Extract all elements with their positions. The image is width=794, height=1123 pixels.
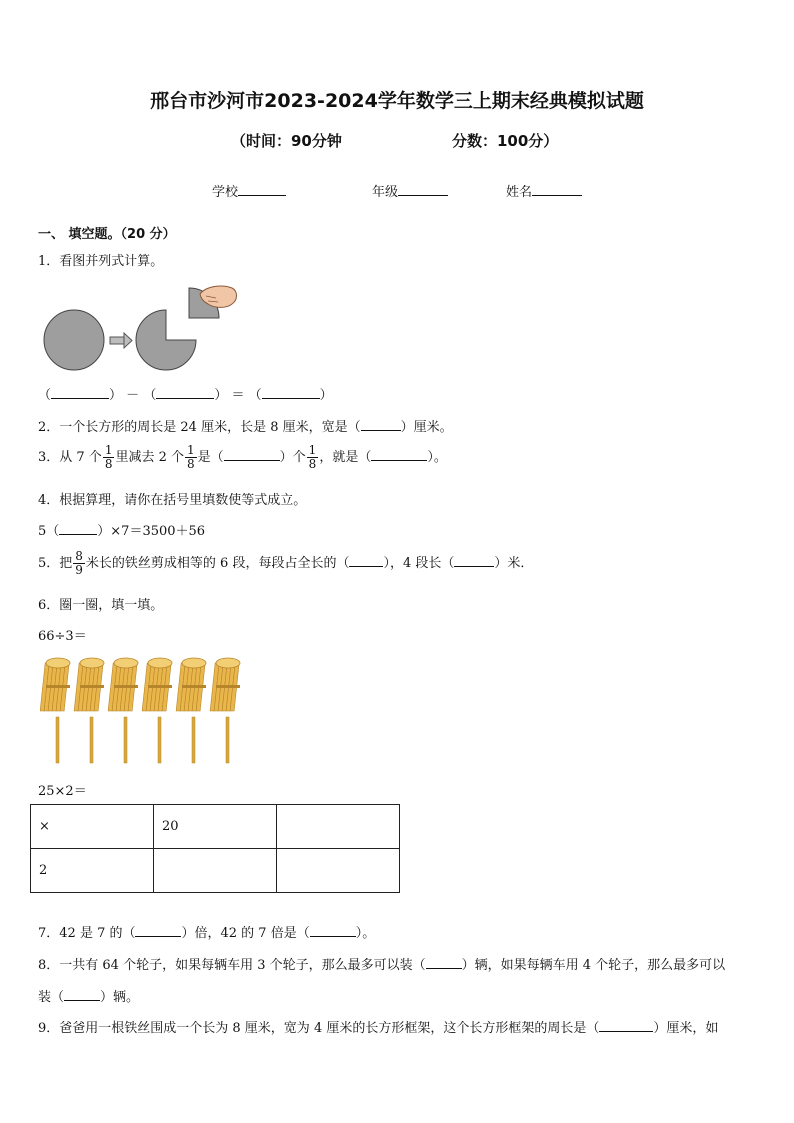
q8-blank-2[interactable] bbox=[64, 988, 100, 1001]
q9-blank[interactable] bbox=[599, 1019, 653, 1032]
grade-field bbox=[372, 181, 448, 200]
school-field bbox=[212, 181, 286, 200]
multiplication-table bbox=[30, 804, 400, 893]
single-stick bbox=[56, 717, 59, 763]
stick-bundle bbox=[176, 658, 206, 711]
q4-blank[interactable] bbox=[59, 522, 97, 535]
q8-blank-1[interactable] bbox=[426, 956, 462, 969]
stick-bundle bbox=[108, 658, 138, 711]
question-1: 1．看图并列式计算。 bbox=[38, 254, 164, 269]
page-title: 邢台市沙河市2023-2024学年数学三上期末经典模拟试题 bbox=[150, 90, 644, 112]
name-blank[interactable] bbox=[532, 183, 582, 196]
q6-equation-2: 25×2＝ bbox=[38, 784, 87, 799]
single-stick bbox=[192, 717, 195, 763]
q1-blank-1[interactable] bbox=[51, 386, 109, 399]
stick-bundle bbox=[40, 658, 70, 711]
exam-time: （时间：90分钟 bbox=[231, 132, 342, 150]
q7-blank-1[interactable] bbox=[135, 924, 181, 937]
fraction-1-8: $\frac{1}{8}$ bbox=[187, 443, 195, 471]
single-stick bbox=[124, 717, 127, 763]
q1-expression: （ ） － （ ） ＝ （ ） bbox=[38, 388, 333, 403]
q5-blank-2[interactable] bbox=[454, 554, 494, 567]
fraction-1-8: $\frac{1}{8}$ bbox=[308, 443, 317, 471]
stick-bundle bbox=[210, 658, 240, 711]
table-cell: 2 bbox=[31, 849, 154, 893]
table-cell: 20 bbox=[154, 805, 277, 849]
question-2: 2．一个长方形的周长是 24 厘米，长是 8 厘米，宽是（ ）厘米。 bbox=[38, 420, 453, 435]
full-circle bbox=[44, 310, 104, 370]
school-label: 学校 bbox=[212, 185, 239, 200]
single-stick bbox=[226, 717, 229, 763]
table-cell[interactable] bbox=[154, 849, 277, 893]
stick-bundle bbox=[142, 658, 172, 711]
grade-blank[interactable] bbox=[398, 183, 448, 196]
question-6: 6．圈一圈，填一填。 bbox=[38, 598, 164, 613]
question-7: 7．42 是 7 的（ ）倍，42 的 7 倍是（ ）。 bbox=[38, 926, 376, 941]
table-cell: × bbox=[31, 805, 154, 849]
question-5: 5．把 $\frac{8}{9}$ 米长的铁丝剪成相等的 6 段，每段占全长的（ ），4 段长（ ）米． bbox=[38, 549, 534, 577]
q1-blank-2[interactable] bbox=[156, 386, 214, 399]
q3-blank-1[interactable] bbox=[224, 448, 280, 461]
q2-blank[interactable] bbox=[361, 418, 401, 431]
circle-minus-quarter bbox=[136, 310, 196, 370]
single-stick bbox=[158, 717, 161, 763]
arrow-icon bbox=[110, 333, 132, 348]
table-cell[interactable] bbox=[277, 849, 400, 893]
question-8-cont: 装（ ）辆。 bbox=[38, 990, 140, 1005]
q6-equation-1: 66÷3＝ bbox=[38, 629, 87, 644]
exam-score: 分数：100分） bbox=[452, 132, 559, 150]
question-3: 3．从 7 个 $\frac{1}{8}$ 里减去 2 个 $\frac{1}{8}$ 是（ ）个 $\frac{1}{8}$ ，就是（ ）。 bbox=[38, 443, 447, 471]
q5-blank-1[interactable] bbox=[349, 554, 383, 567]
grade-label: 年级 bbox=[372, 185, 399, 200]
name-label: 姓名 bbox=[506, 185, 533, 200]
section-heading: 一、 填空题。（20 分） bbox=[38, 227, 176, 242]
table-cell[interactable] bbox=[277, 805, 400, 849]
q7-blank-2[interactable] bbox=[310, 924, 356, 937]
question-8: 8．一共有 64 个轮子，如果每辆车用 3 个轮子，那么最多可以装（ ）辆，如果每辆车用 4 个轮子，那么最多可以 bbox=[38, 958, 726, 973]
fraction-8-9: $\frac{8}{9}$ bbox=[75, 549, 83, 577]
question-4: 4．根据算理，请你在括号里填数使等式成立。 bbox=[38, 493, 307, 508]
question-9: 9．爸爸用一根铁丝围成一个长为 8 厘米，宽为 4 厘米的长方形框架，这个长方形框架的周长是（ ）厘米，如 bbox=[38, 1021, 719, 1036]
table-row bbox=[31, 849, 400, 893]
table-row bbox=[31, 805, 400, 849]
circle-figure bbox=[40, 282, 250, 382]
fraction-1-8: $\frac{1}{8}$ bbox=[104, 443, 113, 471]
single-stick bbox=[90, 717, 93, 763]
q1-blank-3[interactable] bbox=[262, 386, 320, 399]
stick-bundles bbox=[40, 655, 252, 767]
q3-blank-2[interactable] bbox=[371, 448, 427, 461]
school-blank[interactable] bbox=[238, 183, 286, 196]
q4-equation: 5（ ）×7＝3500＋56 bbox=[38, 524, 206, 539]
name-field bbox=[506, 181, 582, 200]
stick-bundle bbox=[74, 658, 104, 711]
